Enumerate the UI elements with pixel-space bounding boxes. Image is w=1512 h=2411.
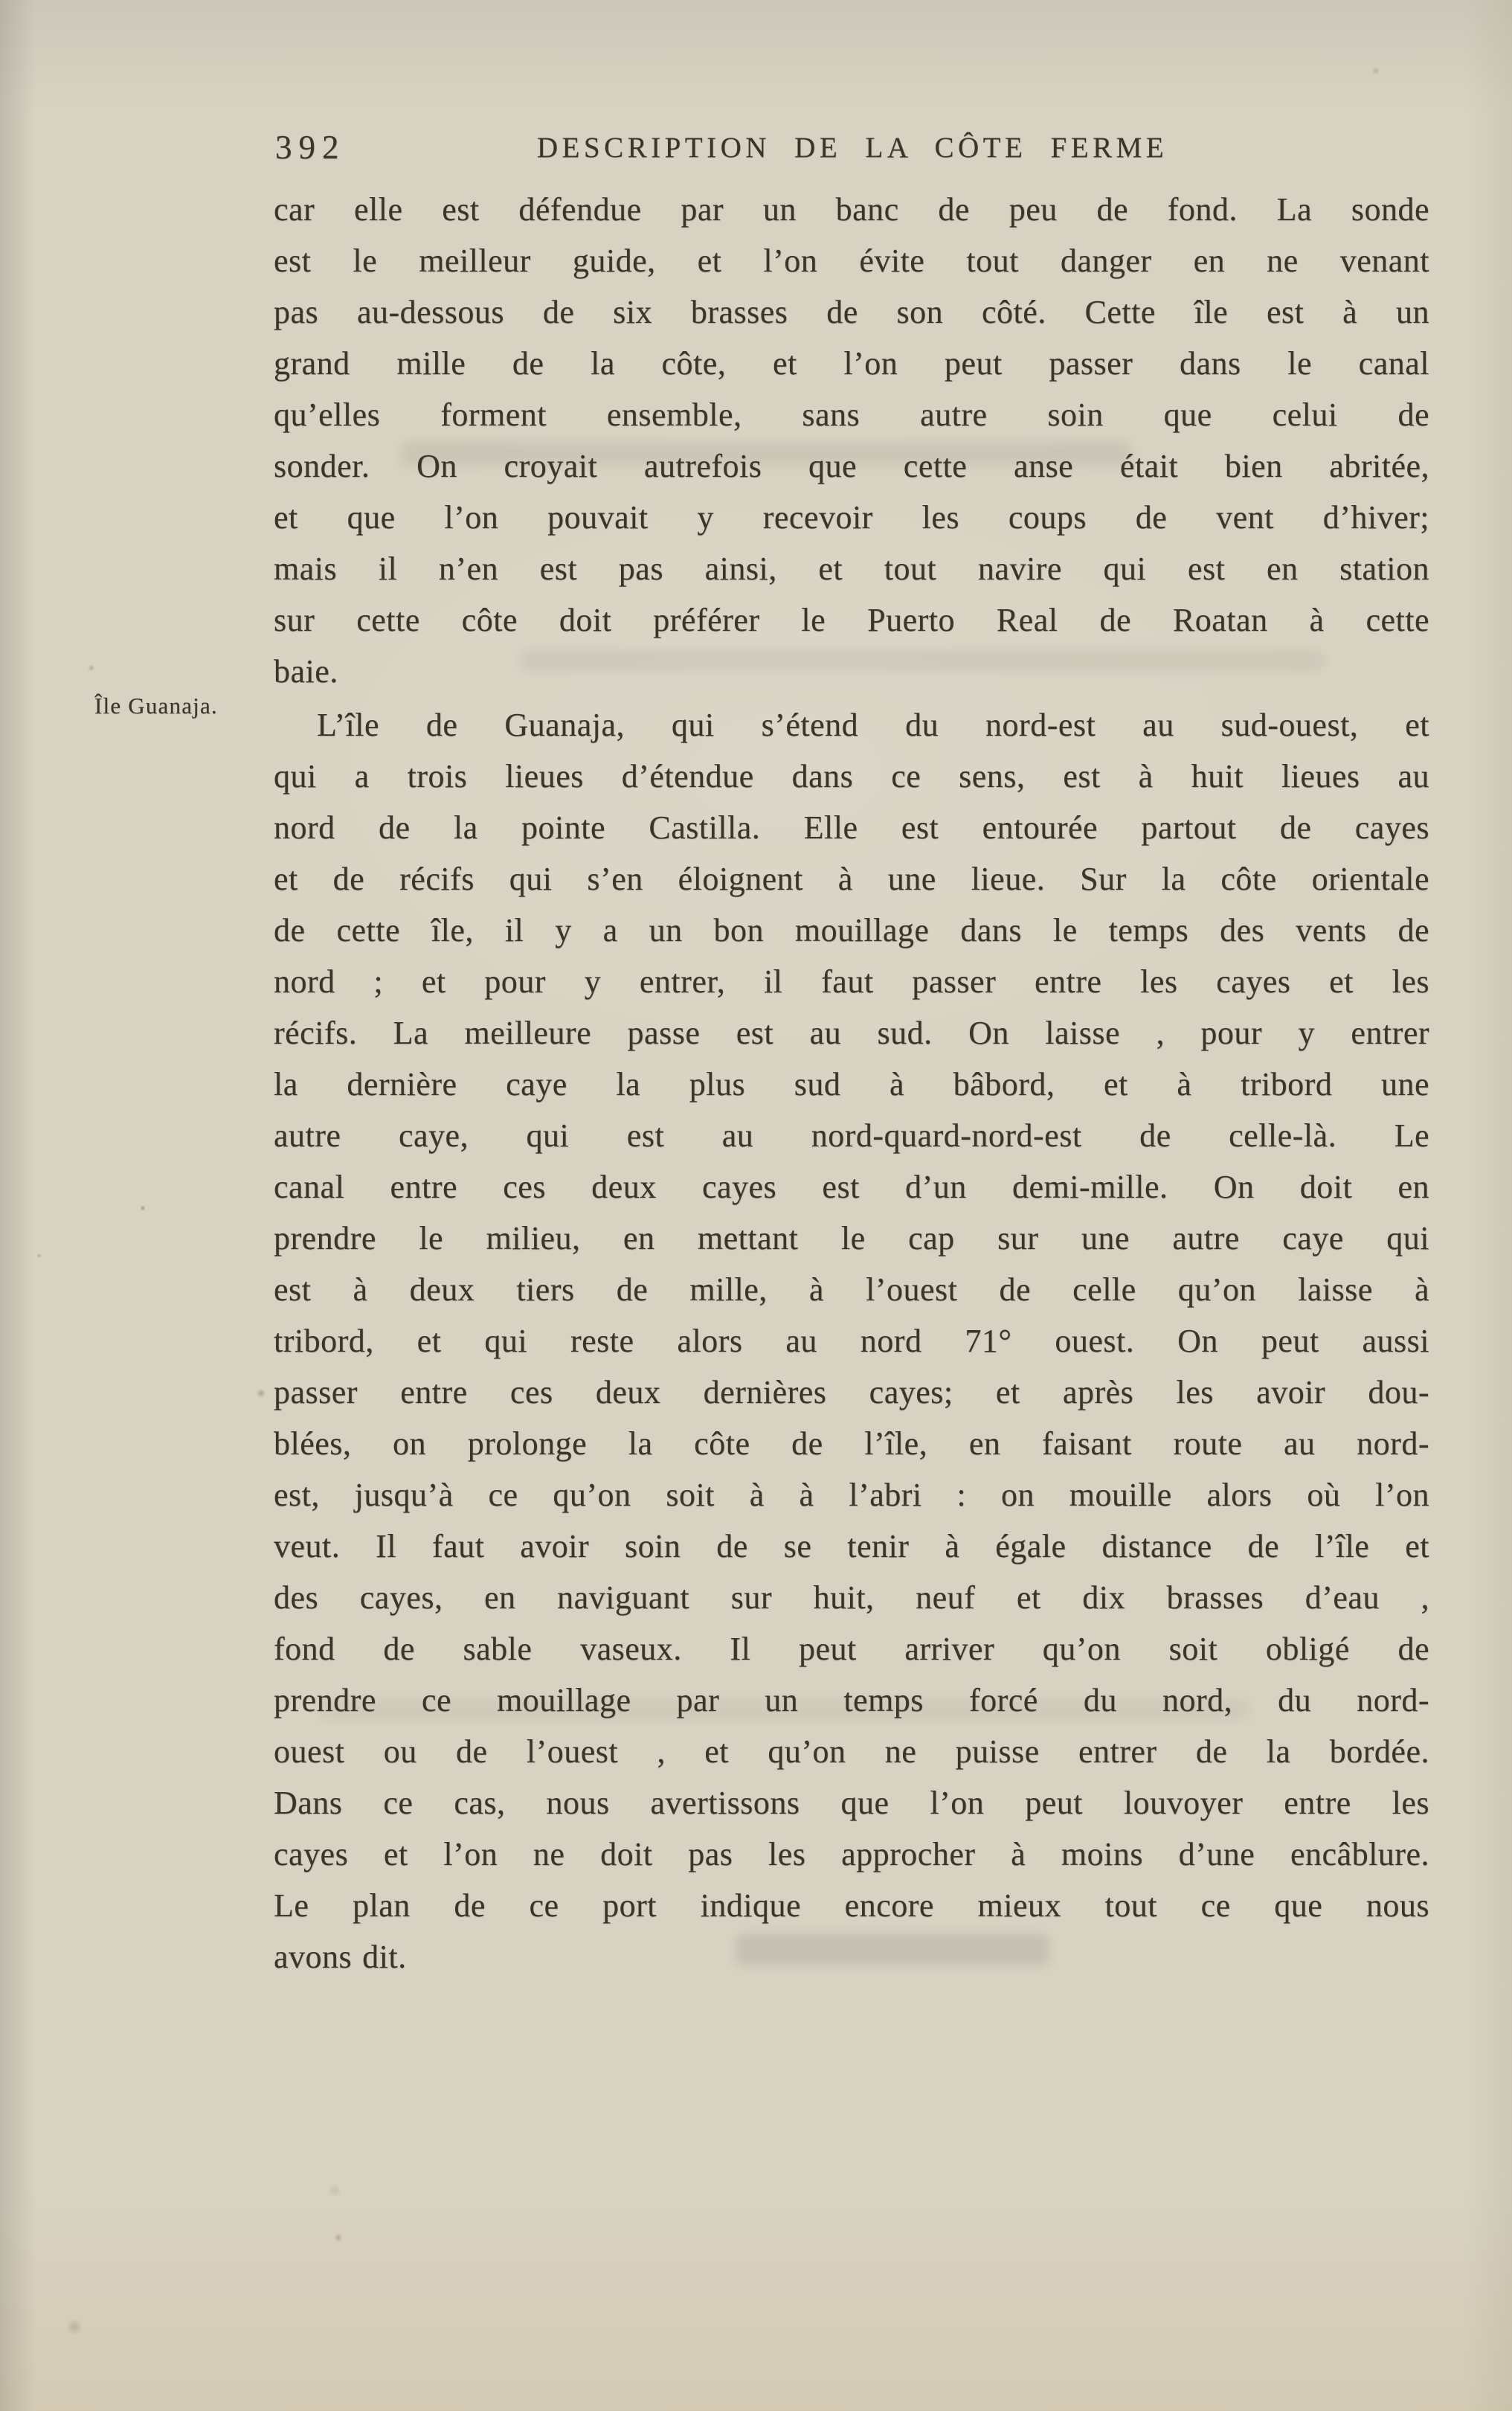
text-line: tribord, et qui reste alors au nord 71° ouest. On peut aussi <box>274 1323 1429 1359</box>
text-line: L’île de Guanaja, qui s’étend du nord-est au sud-ouest, et <box>317 707 1429 743</box>
text-line: baie. <box>274 653 338 690</box>
text-line: est, jusqu’à ce qu’on soit à à l’abri : on mouille alors où l’on <box>274 1477 1429 1513</box>
text-line: Dans ce cas, nous avertissons que l’on peut louvoyer entre les <box>274 1785 1429 1821</box>
text-line: cayes et l’on ne doit pas les approcher à moins d’une encâblure. <box>274 1836 1429 1872</box>
text-line: grand mille de la côte, et l’on peut passer dans le canal <box>274 345 1429 382</box>
paragraph-1 <box>274 184 1429 697</box>
text-line: mais il n’en est pas ainsi, et tout navire qui est en station <box>274 550 1429 587</box>
text-line: qu’elles forment ensemble, sans autre soin que celui de <box>274 397 1429 433</box>
text-line: de cette île, il y a un bon mouillage dans le temps des vents de <box>274 912 1429 948</box>
text-line: blées, on prolonge la côte de l’île, en faisant route au nord- <box>274 1425 1429 1462</box>
text-line: nord de la pointe Castilla. Elle est entourée partout de cayes <box>274 809 1429 846</box>
text-line: autre caye, qui est au nord-quard-nord-est de celle-là. Le <box>274 1117 1429 1154</box>
text-line: car elle est défendue par un banc de peu de fond. La sonde <box>274 191 1429 228</box>
text-line: ouest ou de l’ouest , et qu’on ne puisse entrer de la bordée. <box>274 1733 1429 1770</box>
text-line: sur cette côte doit préférer le Puerto Real de Roatan à cette <box>274 602 1429 638</box>
text-line: et de récifs qui s’en éloignent à une lieue. Sur la côte orientale <box>274 861 1429 897</box>
page-number: 392 <box>275 129 346 166</box>
text-line: sonder. On croyait autrefois que cette anse était bien abritée, <box>274 448 1429 484</box>
text-line: veut. Il faut avoir soin de se tenir à égale distance de l’île et <box>274 1528 1429 1564</box>
text-line: Le plan de ce port indique encore mieux tout ce que nous <box>274 1887 1429 1924</box>
page-header <box>274 125 1431 173</box>
text-line: prendre ce mouillage par un temps forcé du nord, du nord- <box>274 1682 1429 1718</box>
text-line: pas au-dessous de six brasses de son côté. Cette île est à un <box>274 294 1429 330</box>
margin-note-ile-guanaja: Île Guanaja. <box>94 693 218 719</box>
running-title: DESCRIPTION DE LA CÔTE FERME <box>536 132 1168 164</box>
text-line: des cayes, en naviguant sur huit, neuf et dix brasses d’eau , <box>274 1579 1429 1616</box>
text-line: passer entre ces deux dernières cayes; et après les avoir dou- <box>274 1374 1429 1410</box>
text-line: est à deux tiers de mille, à l’ouest de celle qu’on laisse à <box>274 1271 1429 1308</box>
text-line: fond de sable vaseux. Il peut arriver qu’on soit obligé de <box>274 1631 1429 1667</box>
text-line: nord ; et pour y entrer, il faut passer entre les cayes et les <box>274 963 1429 1000</box>
text-line: prendre le milieu, en mettant le cap sur une autre caye qui <box>274 1220 1429 1256</box>
text-line: est le meilleur guide, et l’on évite tout danger en ne venant <box>274 243 1429 279</box>
paragraph-2 <box>274 699 1429 1983</box>
text-line: récifs. La meilleure passe est au sud. On laisse , pour y entrer <box>274 1015 1429 1051</box>
text-line: la dernière caye la plus sud à bâbord, et à tribord une <box>274 1066 1429 1102</box>
text-line: qui a trois lieues d’étendue dans ce sens, est à huit lieues au <box>274 758 1429 794</box>
text-line: canal entre ces deux cayes est d’un demi-mille. On doit en <box>274 1169 1429 1205</box>
text-line: et que l’on pouvait y recevoir les coups de vent d’hiver; <box>274 499 1429 536</box>
text-line: avons dit. <box>274 1939 407 1975</box>
